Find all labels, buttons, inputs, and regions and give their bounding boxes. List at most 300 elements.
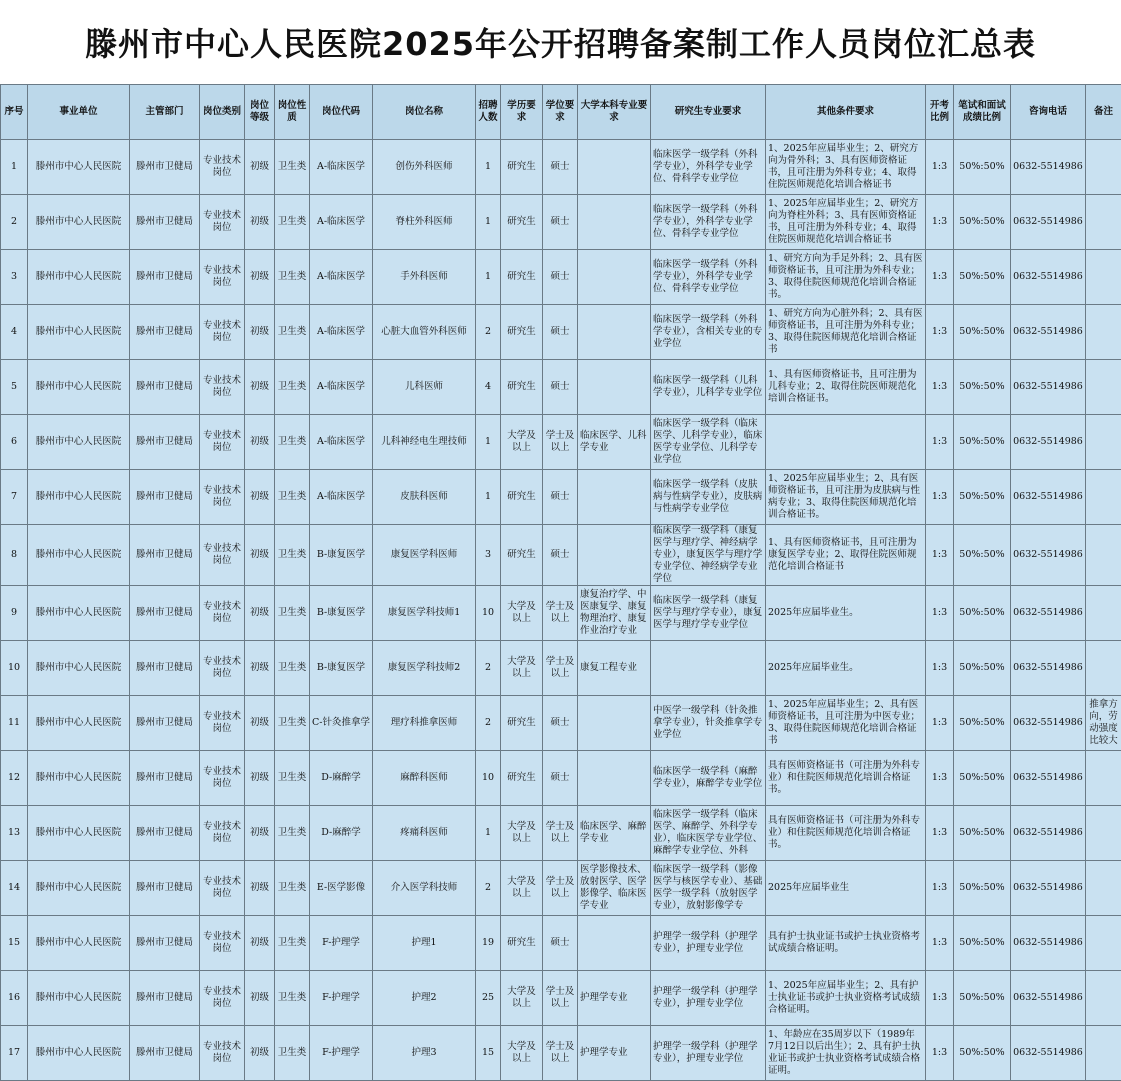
cell-phone: 0632-5514986 xyxy=(1011,641,1086,696)
cell-nature: 卫生类 xyxy=(275,696,310,751)
cell-count: 4 xyxy=(476,360,501,415)
cell-ratio: 1:3 xyxy=(926,641,954,696)
cell-pg: 临床医学一级学科（临床医学、麻醉学、外科学专业），临床医学专业学位、麻醉学专业学位、外科 xyxy=(651,806,766,861)
cell-dept: 滕州市卫健局 xyxy=(130,641,200,696)
table-row xyxy=(1,305,1121,360)
cell-level: 初级 xyxy=(245,415,275,470)
table-row xyxy=(1,470,1121,525)
cell-code: A-临床医学 xyxy=(310,470,373,525)
cell-score: 50%:50% xyxy=(954,525,1011,586)
cell-count: 19 xyxy=(476,916,501,971)
cell-phone: 0632-5514986 xyxy=(1011,360,1086,415)
cell-cat: 专业技术岗位 xyxy=(200,641,245,696)
cell-count: 15 xyxy=(476,1026,501,1081)
cell-phone: 0632-5514986 xyxy=(1011,250,1086,305)
cell-count: 3 xyxy=(476,525,501,586)
cell-pg: 临床医学一级学科（外科学专业），外科学专业学位、骨科学专业学位 xyxy=(651,250,766,305)
cell-no: 2 xyxy=(1,195,28,250)
cell-score: 50%:50% xyxy=(954,305,1011,360)
cell-phone: 0632-5514986 xyxy=(1011,696,1086,751)
cell-name: 麻醉科医师 xyxy=(373,751,476,806)
cell-code: B-康复医学 xyxy=(310,586,373,641)
cell-level: 初级 xyxy=(245,806,275,861)
cell-nature: 卫生类 xyxy=(275,641,310,696)
cell-score: 50%:50% xyxy=(954,360,1011,415)
cell-nature: 卫生类 xyxy=(275,470,310,525)
cell-name: 手外科医师 xyxy=(373,250,476,305)
cell-level: 初级 xyxy=(245,696,275,751)
cell-phone: 0632-5514986 xyxy=(1011,586,1086,641)
cell-no: 5 xyxy=(1,360,28,415)
cell-ug xyxy=(578,751,651,806)
cell-dept: 滕州市卫健局 xyxy=(130,140,200,195)
cell-score: 50%:50% xyxy=(954,250,1011,305)
cell-phone: 0632-5514986 xyxy=(1011,751,1086,806)
cell-edu: 大学及以上 xyxy=(501,586,543,641)
table-row xyxy=(1,696,1121,751)
table-row xyxy=(1,751,1121,806)
cell-ratio: 1:3 xyxy=(926,140,954,195)
cell-note xyxy=(1086,415,1121,470)
cell-no: 7 xyxy=(1,470,28,525)
cell-degree: 学士及以上 xyxy=(543,641,578,696)
cell-pg: 临床医学一级学科（康复医学与理疗学、神经病学专业），康复医学与理疗学专业学位、神经病学专业学位 xyxy=(651,525,766,586)
cell-code: A-临床医学 xyxy=(310,415,373,470)
cell-name: 护理3 xyxy=(373,1026,476,1081)
cell-pg: 护理学一级学科（护理学专业），护理专业学位 xyxy=(651,1026,766,1081)
header-cell: 研究生专业要求 xyxy=(651,85,766,140)
table-row xyxy=(1,1026,1121,1081)
cell-code: D-麻醉学 xyxy=(310,751,373,806)
cell-ug: 护理学专业 xyxy=(578,1026,651,1081)
cell-code: F-护理学 xyxy=(310,971,373,1026)
cell-score: 50%:50% xyxy=(954,971,1011,1026)
cell-phone: 0632-5514986 xyxy=(1011,140,1086,195)
cell-other: 2025年应届毕业生 xyxy=(766,861,926,916)
cell-phone: 0632-5514986 xyxy=(1011,470,1086,525)
cell-level: 初级 xyxy=(245,470,275,525)
cell-other: 1、具有医师资格证书，且可注册为儿科专业；2、取得住院医师规范化培训合格证书。 xyxy=(766,360,926,415)
cell-ug xyxy=(578,525,651,586)
cell-unit: 滕州市中心人民医院 xyxy=(28,696,130,751)
cell-edu: 大学及以上 xyxy=(501,861,543,916)
cell-ratio: 1:3 xyxy=(926,195,954,250)
header-row xyxy=(1,85,1121,140)
cell-note xyxy=(1086,140,1121,195)
cell-other: 1、研究方向为心脏外科；2、具有医师资格证书，且可注册为外科专业；3、取得住院医师规范化培训合格证书 xyxy=(766,305,926,360)
cell-dept: 滕州市卫健局 xyxy=(130,195,200,250)
cell-no: 6 xyxy=(1,415,28,470)
cell-degree: 硕士 xyxy=(543,250,578,305)
cell-edu: 研究生 xyxy=(501,305,543,360)
cell-count: 1 xyxy=(476,806,501,861)
cell-dept: 滕州市卫健局 xyxy=(130,916,200,971)
cell-other: 具有医师资格证书（可注册为外科专业）和住院医师规范化培训合格证书。 xyxy=(766,751,926,806)
cell-ratio: 1:3 xyxy=(926,525,954,586)
cell-phone: 0632-5514986 xyxy=(1011,806,1086,861)
cell-note xyxy=(1086,751,1121,806)
cell-score: 50%:50% xyxy=(954,140,1011,195)
cell-cat: 专业技术岗位 xyxy=(200,470,245,525)
cell-level: 初级 xyxy=(245,360,275,415)
cell-cat: 专业技术岗位 xyxy=(200,751,245,806)
cell-name: 康复医学科技师1 xyxy=(373,586,476,641)
cell-note xyxy=(1086,586,1121,641)
cell-ratio: 1:3 xyxy=(926,360,954,415)
cell-ratio: 1:3 xyxy=(926,696,954,751)
cell-edu: 研究生 xyxy=(501,696,543,751)
cell-degree: 学士及以上 xyxy=(543,861,578,916)
cell-unit: 滕州市中心人民医院 xyxy=(28,641,130,696)
cell-note xyxy=(1086,305,1121,360)
cell-code: A-临床医学 xyxy=(310,250,373,305)
cell-code: C-针灸推拿学 xyxy=(310,696,373,751)
cell-level: 初级 xyxy=(245,751,275,806)
cell-name: 介入医学科技师 xyxy=(373,861,476,916)
cell-unit: 滕州市中心人民医院 xyxy=(28,525,130,586)
title-bar xyxy=(0,0,1121,84)
cell-name: 康复医学科医师 xyxy=(373,525,476,586)
cell-edu: 研究生 xyxy=(501,250,543,305)
header-cell: 岗位名称 xyxy=(373,85,476,140)
cell-phone: 0632-5514986 xyxy=(1011,861,1086,916)
cell-cat: 专业技术岗位 xyxy=(200,916,245,971)
cell-degree: 硕士 xyxy=(543,360,578,415)
cell-dept: 滕州市卫健局 xyxy=(130,586,200,641)
cell-degree: 学士及以上 xyxy=(543,1026,578,1081)
cell-edu: 研究生 xyxy=(501,525,543,586)
cell-no: 17 xyxy=(1,1026,28,1081)
cell-ratio: 1:3 xyxy=(926,305,954,360)
header-cell: 其他条件要求 xyxy=(766,85,926,140)
cell-no: 10 xyxy=(1,641,28,696)
header-cell: 招聘人数 xyxy=(476,85,501,140)
cell-nature: 卫生类 xyxy=(275,971,310,1026)
cell-cat: 专业技术岗位 xyxy=(200,1026,245,1081)
cell-other: 1、具有医师资格证书，且可注册为康复医学专业；2、取得住院医师规范化培训合格证书 xyxy=(766,525,926,586)
cell-edu: 研究生 xyxy=(501,360,543,415)
cell-dept: 滕州市卫健局 xyxy=(130,470,200,525)
cell-note: 推拿方向，劳动强度比较大 xyxy=(1086,696,1121,751)
cell-score: 50%:50% xyxy=(954,1026,1011,1081)
cell-cat: 专业技术岗位 xyxy=(200,806,245,861)
cell-cat: 专业技术岗位 xyxy=(200,861,245,916)
cell-phone: 0632-5514986 xyxy=(1011,916,1086,971)
cell-score: 50%:50% xyxy=(954,641,1011,696)
cell-level: 初级 xyxy=(245,586,275,641)
cell-name: 心脏大血管外科医师 xyxy=(373,305,476,360)
cell-score: 50%:50% xyxy=(954,696,1011,751)
cell-phone: 0632-5514986 xyxy=(1011,971,1086,1026)
cell-nature: 卫生类 xyxy=(275,861,310,916)
cell-score: 50%:50% xyxy=(954,751,1011,806)
table-row xyxy=(1,250,1121,305)
table-row xyxy=(1,641,1121,696)
table-row xyxy=(1,586,1121,641)
cell-score: 50%:50% xyxy=(954,415,1011,470)
cell-name: 儿科医师 xyxy=(373,360,476,415)
cell-unit: 滕州市中心人民医院 xyxy=(28,470,130,525)
cell-ug xyxy=(578,250,651,305)
cell-cat: 专业技术岗位 xyxy=(200,140,245,195)
cell-cat: 专业技术岗位 xyxy=(200,415,245,470)
cell-nature: 卫生类 xyxy=(275,525,310,586)
cell-code: F-护理学 xyxy=(310,916,373,971)
cell-count: 1 xyxy=(476,415,501,470)
header-cell: 备注 xyxy=(1086,85,1121,140)
positions-table xyxy=(0,84,1121,1081)
cell-name: 创伤外科医师 xyxy=(373,140,476,195)
cell-other: 1、研究方向为手足外科；2、具有医师资格证书，且可注册为外科专业；3、取得住院医师规范化培训合格证书。 xyxy=(766,250,926,305)
cell-cat: 专业技术岗位 xyxy=(200,195,245,250)
header-cell: 岗位代码 xyxy=(310,85,373,140)
cell-no: 16 xyxy=(1,971,28,1026)
header-cell: 大学本科专业要求 xyxy=(578,85,651,140)
cell-count: 1 xyxy=(476,140,501,195)
cell-unit: 滕州市中心人民医院 xyxy=(28,415,130,470)
cell-edu: 大学及以上 xyxy=(501,415,543,470)
cell-pg xyxy=(651,641,766,696)
cell-unit: 滕州市中心人民医院 xyxy=(28,1026,130,1081)
cell-unit: 滕州市中心人民医院 xyxy=(28,586,130,641)
cell-name: 皮肤科医师 xyxy=(373,470,476,525)
header-cell: 学位要求 xyxy=(543,85,578,140)
cell-note xyxy=(1086,1026,1121,1081)
cell-score: 50%:50% xyxy=(954,916,1011,971)
table-row xyxy=(1,806,1121,861)
header-cell: 咨询电话 xyxy=(1011,85,1086,140)
cell-unit: 滕州市中心人民医院 xyxy=(28,360,130,415)
cell-phone: 0632-5514986 xyxy=(1011,525,1086,586)
cell-nature: 卫生类 xyxy=(275,751,310,806)
cell-score: 50%:50% xyxy=(954,195,1011,250)
cell-level: 初级 xyxy=(245,971,275,1026)
cell-code: D-麻醉学 xyxy=(310,806,373,861)
cell-degree: 硕士 xyxy=(543,751,578,806)
cell-dept: 滕州市卫健局 xyxy=(130,415,200,470)
cell-dept: 滕州市卫健局 xyxy=(130,806,200,861)
cell-dept: 滕州市卫健局 xyxy=(130,971,200,1026)
cell-pg: 临床医学一级学科（外科学专业），外科学专业学位、骨科学专业学位 xyxy=(651,195,766,250)
cell-count: 1 xyxy=(476,470,501,525)
cell-cat: 专业技术岗位 xyxy=(200,586,245,641)
cell-level: 初级 xyxy=(245,641,275,696)
cell-degree: 硕士 xyxy=(543,140,578,195)
cell-code: F-护理学 xyxy=(310,1026,373,1081)
cell-cat: 专业技术岗位 xyxy=(200,696,245,751)
cell-dept: 滕州市卫健局 xyxy=(130,525,200,586)
cell-ug xyxy=(578,696,651,751)
cell-pg: 临床医学一级学科（外科学专业），含相关专业的专业学位 xyxy=(651,305,766,360)
cell-edu: 研究生 xyxy=(501,470,543,525)
cell-cat: 专业技术岗位 xyxy=(200,971,245,1026)
cell-note xyxy=(1086,250,1121,305)
cell-count: 1 xyxy=(476,250,501,305)
header-cell: 岗位类别 xyxy=(200,85,245,140)
cell-nature: 卫生类 xyxy=(275,916,310,971)
cell-phone: 0632-5514986 xyxy=(1011,1026,1086,1081)
header-cell: 岗位等级 xyxy=(245,85,275,140)
cell-ug: 临床医学、麻醉学专业 xyxy=(578,806,651,861)
cell-dept: 滕州市卫健局 xyxy=(130,360,200,415)
cell-score: 50%:50% xyxy=(954,586,1011,641)
cell-score: 50%:50% xyxy=(954,861,1011,916)
cell-nature: 卫生类 xyxy=(275,305,310,360)
table-row xyxy=(1,140,1121,195)
cell-code: B-康复医学 xyxy=(310,641,373,696)
cell-unit: 滕州市中心人民医院 xyxy=(28,861,130,916)
cell-pg: 护理学一级学科（护理学专业），护理专业学位 xyxy=(651,916,766,971)
cell-note xyxy=(1086,470,1121,525)
cell-degree: 硕士 xyxy=(543,916,578,971)
cell-cat: 专业技术岗位 xyxy=(200,525,245,586)
cell-name: 理疗科推拿医师 xyxy=(373,696,476,751)
cell-edu: 研究生 xyxy=(501,140,543,195)
cell-no: 1 xyxy=(1,140,28,195)
cell-code: E-医学影像 xyxy=(310,861,373,916)
page-title: 滕州市中心人民医院2025年公开招聘备案制工作人员岗位汇总表 xyxy=(85,19,1036,65)
header-cell: 事业单位 xyxy=(28,85,130,140)
cell-ug xyxy=(578,360,651,415)
cell-name: 疼痛科医师 xyxy=(373,806,476,861)
cell-code: A-临床医学 xyxy=(310,195,373,250)
cell-ratio: 1:3 xyxy=(926,806,954,861)
cell-level: 初级 xyxy=(245,525,275,586)
cell-score: 50%:50% xyxy=(954,806,1011,861)
header-cell: 笔试和面试成绩比例 xyxy=(954,85,1011,140)
cell-degree: 学士及以上 xyxy=(543,415,578,470)
cell-degree: 硕士 xyxy=(543,696,578,751)
cell-code: A-临床医学 xyxy=(310,360,373,415)
header-cell: 岗位性质 xyxy=(275,85,310,140)
cell-degree: 学士及以上 xyxy=(543,971,578,1026)
cell-phone: 0632-5514986 xyxy=(1011,305,1086,360)
table-row xyxy=(1,861,1121,916)
cell-level: 初级 xyxy=(245,916,275,971)
cell-level: 初级 xyxy=(245,1026,275,1081)
cell-other: 具有医师资格证书（可注册为外科专业）和住院医师规范化培训合格证书。 xyxy=(766,806,926,861)
cell-count: 2 xyxy=(476,696,501,751)
cell-degree: 硕士 xyxy=(543,470,578,525)
cell-pg: 护理学一级学科（护理学专业），护理专业学位 xyxy=(651,971,766,1026)
cell-other: 2025年应届毕业生。 xyxy=(766,586,926,641)
cell-name: 康复医学科技师2 xyxy=(373,641,476,696)
cell-degree: 硕士 xyxy=(543,195,578,250)
cell-ratio: 1:3 xyxy=(926,971,954,1026)
cell-no: 11 xyxy=(1,696,28,751)
table-row xyxy=(1,916,1121,971)
cell-pg: 中医学一级学科（针灸推拿学专业），针灸推拿学专业学位 xyxy=(651,696,766,751)
cell-degree: 硕士 xyxy=(543,305,578,360)
header-cell: 主管部门 xyxy=(130,85,200,140)
cell-name: 护理1 xyxy=(373,916,476,971)
cell-unit: 滕州市中心人民医院 xyxy=(28,250,130,305)
cell-ratio: 1:3 xyxy=(926,470,954,525)
cell-pg: 临床医学一级学科（儿科学专业），儿科学专业学位 xyxy=(651,360,766,415)
cell-name: 脊柱外科医师 xyxy=(373,195,476,250)
cell-note xyxy=(1086,360,1121,415)
cell-ratio: 1:3 xyxy=(926,250,954,305)
cell-ug: 医学影像技术、放射医学、医学影像学、临床医学专业 xyxy=(578,861,651,916)
cell-note xyxy=(1086,916,1121,971)
cell-ug: 临床医学、儿科学专业 xyxy=(578,415,651,470)
cell-pg: 临床医学一级学科（影像医学与核医学专业）、基础医学一级学科（放射医学专业），放射影像学专 xyxy=(651,861,766,916)
cell-no: 3 xyxy=(1,250,28,305)
cell-other: 2025年应届毕业生。 xyxy=(766,641,926,696)
cell-ug xyxy=(578,470,651,525)
cell-pg: 临床医学一级学科（临床医学、儿科学专业），临床医学专业学位、儿科学专业学位 xyxy=(651,415,766,470)
cell-dept: 滕州市卫健局 xyxy=(130,696,200,751)
table-row xyxy=(1,195,1121,250)
table-row xyxy=(1,971,1121,1026)
cell-ug: 康复治疗学、中医康复学、康复物理治疗、康复作业治疗专业 xyxy=(578,586,651,641)
cell-edu: 大学及以上 xyxy=(501,1026,543,1081)
cell-other: 具有护士执业证书或护士执业资格考试成绩合格证明。 xyxy=(766,916,926,971)
cell-note xyxy=(1086,861,1121,916)
cell-edu: 研究生 xyxy=(501,751,543,806)
cell-name: 儿科神经电生理技师 xyxy=(373,415,476,470)
cell-level: 初级 xyxy=(245,305,275,360)
cell-ratio: 1:3 xyxy=(926,916,954,971)
cell-ratio: 1:3 xyxy=(926,861,954,916)
cell-cat: 专业技术岗位 xyxy=(200,305,245,360)
cell-level: 初级 xyxy=(245,140,275,195)
cell-pg: 临床医学一级学科（麻醉学专业），麻醉学专业学位 xyxy=(651,751,766,806)
cell-ug xyxy=(578,195,651,250)
cell-count: 25 xyxy=(476,971,501,1026)
cell-no: 13 xyxy=(1,806,28,861)
header-cell: 开考比例 xyxy=(926,85,954,140)
cell-level: 初级 xyxy=(245,195,275,250)
cell-count: 2 xyxy=(476,641,501,696)
cell-nature: 卫生类 xyxy=(275,250,310,305)
header-cell: 序号 xyxy=(1,85,28,140)
cell-unit: 滕州市中心人民医院 xyxy=(28,140,130,195)
cell-code: A-临床医学 xyxy=(310,140,373,195)
cell-no: 15 xyxy=(1,916,28,971)
cell-code: B-康复医学 xyxy=(310,525,373,586)
cell-dept: 滕州市卫健局 xyxy=(130,305,200,360)
cell-score: 50%:50% xyxy=(954,470,1011,525)
cell-pg: 临床医学一级学科（康复医学与理疗学专业），康复医学与理疗学专业学位 xyxy=(651,586,766,641)
cell-other: 1、2025年应届毕业生；2、研究方向为脊柱外科；3、具有医师资格证书，且可注册为外科专业；4、取得住院医师规范化培训合格证书 xyxy=(766,195,926,250)
cell-count: 10 xyxy=(476,751,501,806)
cell-other: 1、2025年应届毕业生；2、具有护士执业证书或护士执业资格考试成绩合格证明。 xyxy=(766,971,926,1026)
cell-nature: 卫生类 xyxy=(275,140,310,195)
cell-count: 2 xyxy=(476,305,501,360)
cell-other xyxy=(766,415,926,470)
cell-no: 9 xyxy=(1,586,28,641)
cell-phone: 0632-5514986 xyxy=(1011,415,1086,470)
table-row xyxy=(1,415,1121,470)
cell-dept: 滕州市卫健局 xyxy=(130,1026,200,1081)
cell-pg: 临床医学一级学科（皮肤病与性病学专业），皮肤病与性病学专业学位 xyxy=(651,470,766,525)
cell-dept: 滕州市卫健局 xyxy=(130,751,200,806)
cell-ratio: 1:3 xyxy=(926,751,954,806)
cell-ug: 护理学专业 xyxy=(578,971,651,1026)
table-row xyxy=(1,525,1121,586)
cell-degree: 硕士 xyxy=(543,525,578,586)
cell-note xyxy=(1086,641,1121,696)
cell-ug xyxy=(578,305,651,360)
cell-count: 2 xyxy=(476,861,501,916)
cell-no: 12 xyxy=(1,751,28,806)
cell-nature: 卫生类 xyxy=(275,360,310,415)
cell-unit: 滕州市中心人民医院 xyxy=(28,971,130,1026)
header-cell: 学历要求 xyxy=(501,85,543,140)
cell-edu: 大学及以上 xyxy=(501,641,543,696)
cell-nature: 卫生类 xyxy=(275,415,310,470)
